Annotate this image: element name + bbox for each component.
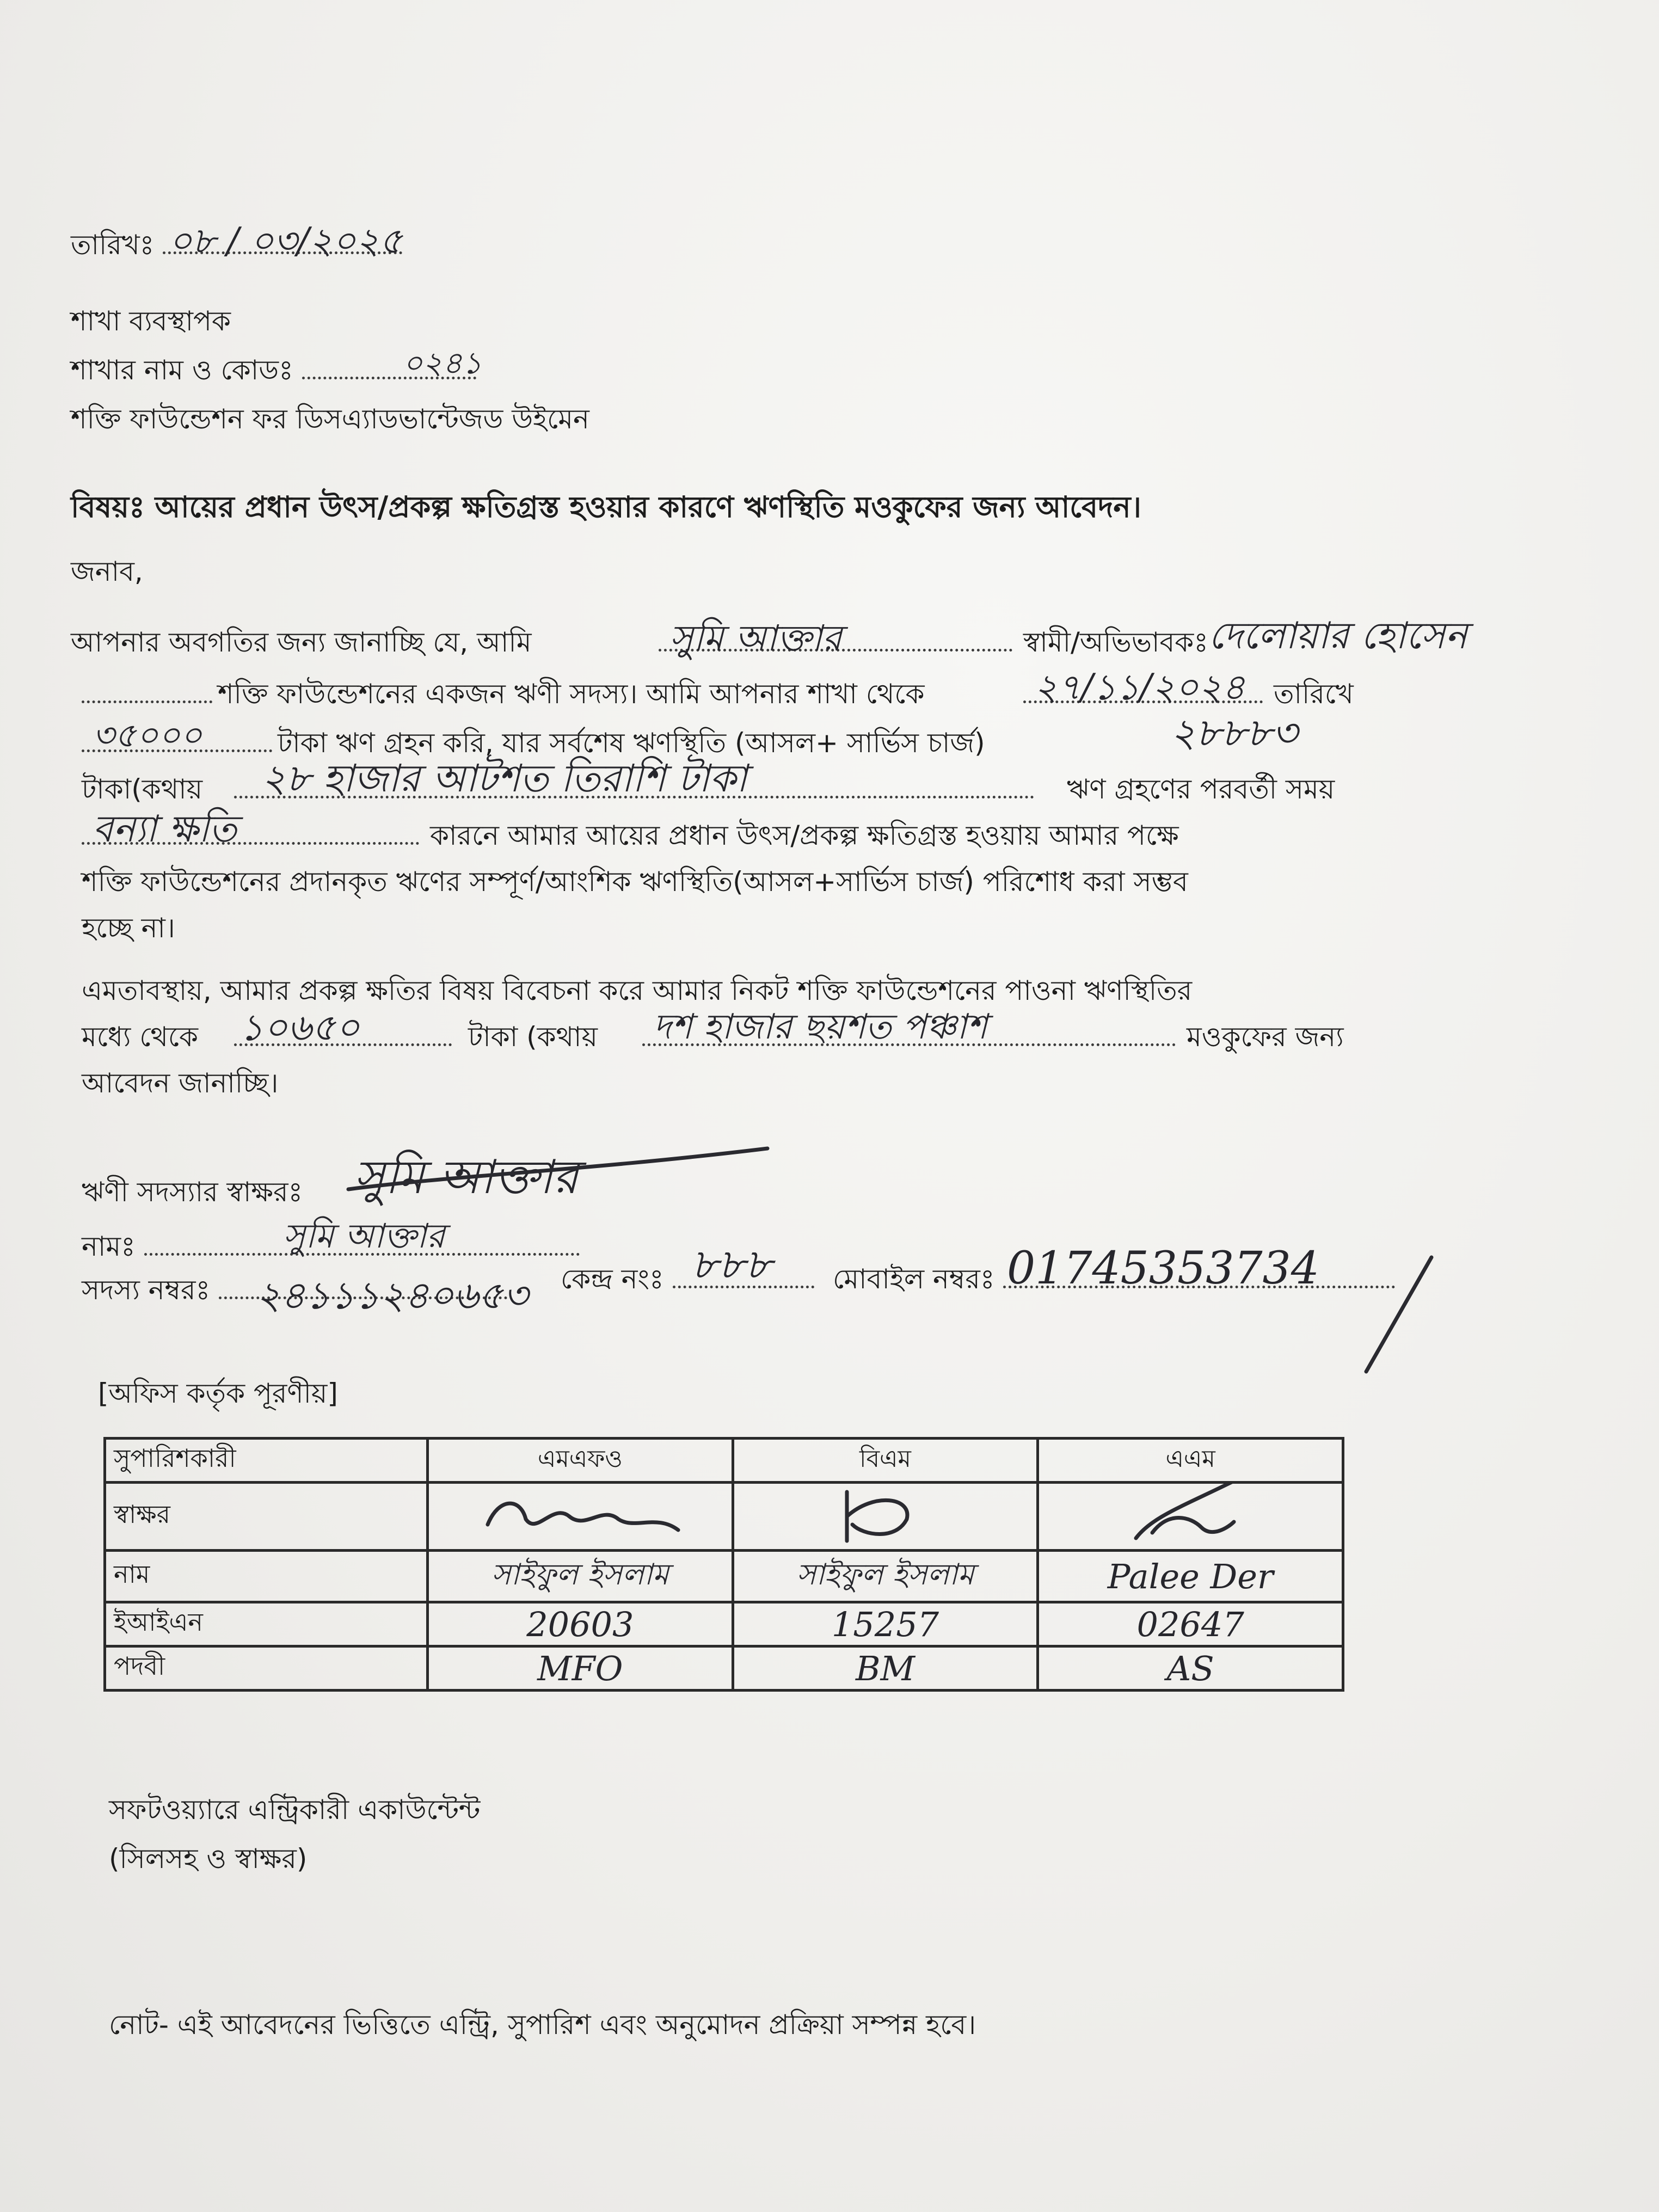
body-p2-line-1: এমতাবস্থায়, আমার প্রকল্প ক্ষতির বিষয় বিবেচনা করে আমার নিকট শক্তি ফাউন্ডেশনের পাওনা ঋণস্থিতির	[82, 975, 1193, 1006]
office-row-designation	[105, 1646, 1343, 1691]
body-p2-line-2a: মধ্যে থেকে	[82, 1021, 199, 1053]
signature-mfo-stroke	[477, 1492, 684, 1541]
date-label: তারিখঃ	[71, 229, 155, 261]
ein-mfo: 20603	[428, 1602, 733, 1646]
branch-label: শাখার নাম ও কোডঃ	[71, 354, 293, 386]
dots-guardian-cont	[82, 678, 212, 710]
salutation: জনাব,	[71, 556, 143, 587]
office-row-name	[105, 1551, 1343, 1602]
loan-amount-handwritten: ৩৫০০০	[93, 715, 202, 755]
row-label-signature: স্বাক্ষর	[105, 1483, 428, 1551]
branch-code-handwritten: ০২৪১	[403, 346, 482, 381]
name-am: Palee Der	[1038, 1551, 1343, 1602]
organization-name: শক্তি ফাউন্ডেশন ফর ডিসএ্যাডভান্টেজড উইমেন	[71, 403, 589, 435]
body-line-1b: স্বামী/অভিভাবকঃ	[1023, 626, 1208, 658]
col-am: এএম	[1038, 1439, 1343, 1483]
mobile-slash-stroke	[1355, 1252, 1442, 1377]
col-bm: বিএম	[733, 1439, 1038, 1483]
mobile-handwritten: 01745353734	[1007, 1243, 1319, 1294]
row-label-recommender: সুপারিশকারী	[105, 1439, 428, 1483]
body-line-4b: ঋণ গ্রহণের পরবর্তী সময়	[1067, 773, 1335, 805]
center-line	[561, 1263, 814, 1295]
signature-am-stroke	[1120, 1484, 1261, 1549]
body-p2-line-3: আবেদন জানাচ্ছি।	[82, 1067, 279, 1099]
waiver-words-handwritten: দশ হাজার ছয়শত পঞ্চাশ	[653, 1007, 987, 1047]
designation-mfo: MFO	[428, 1646, 733, 1691]
body-line-3a: টাকা ঋণ গ্রহন করি, যার সর্বশেষ ঋণস্থিতি (আসল+ সার্ভিস চার্জ)	[278, 727, 985, 759]
center-handwritten: ৮৮৮	[691, 1240, 772, 1288]
member-signature-stroke	[343, 1138, 778, 1214]
member-number-label: সদস্য নম্বরঃ	[82, 1274, 211, 1306]
office-row-ein	[105, 1602, 1343, 1646]
member-number-handwritten: ২৪১১১২৪০৬৫৩	[256, 1273, 529, 1318]
body-line-6: শক্তি ফাউন্ডেশনের প্রদানকৃত ঋণের সম্পূর্ণ/আংশিক ঋণস্থিতি(আসল+সার্ভিস চার্জ) পরিশোধ করা সম্ভব	[82, 866, 1188, 898]
body-line-4a: টাকা(কথায়	[82, 773, 203, 805]
designation-bm: BM	[733, 1646, 1038, 1691]
member-name-handwritten: সুমি আক্তার	[283, 1216, 445, 1256]
body-p2-line-2c: মওকুফের জন্য	[1187, 1021, 1344, 1053]
body-line-7: হচ্ছে না।	[82, 912, 175, 944]
balance-handwritten: ২৮৮৮৩	[1170, 710, 1298, 755]
body-line-2a: শক্তি ফাউন্ডেশনের একজন ঋণী সদস্য। আমি আপনার শাখা থেকে	[218, 678, 925, 710]
office-heading: [অফিস কর্তৃক পূরণীয়]	[98, 1378, 338, 1409]
member-signature-handwritten: সুমি আক্তার	[354, 1150, 579, 1205]
signature-bm-stroke	[814, 1486, 956, 1546]
name-bm: সাইফুল ইসলাম	[733, 1551, 1038, 1602]
subject-line: বিষয়ঃ আয়ের প্রধান উৎস/প্রকল্প ক্ষতিগ্রস্ত হওয়ার কারণে ঋণস্থিতি মওকুফের জন্য আবেদন।	[71, 490, 1141, 524]
member-name-label: নামঃ	[82, 1231, 136, 1262]
designation-am: AS	[1038, 1646, 1343, 1691]
center-label: কেন্দ্র নংঃ	[561, 1263, 664, 1295]
waiver-amount-handwritten: ১০৬৫০	[239, 1006, 360, 1049]
office-row-recommender	[105, 1439, 1343, 1483]
footer-note: নোট- এই আবেদনের ভিত্তিতে এন্ট্রি, সুপারিশ এবং অনুমোদন প্রক্রিয়া সম্পন্ন হবে।	[109, 2009, 976, 2041]
guardian-handwritten: দেলোয়ার হোসেন	[1208, 615, 1467, 658]
body-line-5a: কারনে আমার আয়ের প্রধান উৎস/প্রকল্প ক্ষতিগ্রস্ত হওয়ায় আমার পক্ষে	[430, 820, 1179, 851]
row-label-name: নাম	[105, 1551, 428, 1602]
reason-handwritten: বন্যা ক্ষতি	[93, 808, 237, 851]
date-handwritten: ০৮ / ০৩/২০২৫	[169, 220, 403, 262]
ein-am: 02647	[1038, 1602, 1343, 1646]
applicant-name-handwritten: সুমি আক্তার	[669, 617, 842, 659]
body-line-2b: তারিখে	[1274, 678, 1354, 710]
accountant-label: সফটওয়্যারে এন্ট্রিকারী একাউন্টেন্ট	[109, 1794, 481, 1826]
row-label-designation: পদবী	[105, 1646, 428, 1691]
office-row-signature	[105, 1483, 1343, 1551]
office-table	[103, 1437, 1344, 1692]
col-mfo: এমএফও	[428, 1439, 733, 1483]
member-signature-label: ঋণী সদস্যার স্বাক্ষরঃ	[82, 1176, 303, 1208]
mobile-label: মোবাইল নম্বরঃ	[833, 1263, 995, 1295]
balance-words-handwritten: ২৮ হাজার আটশত তিরাশি টাকা	[261, 756, 747, 801]
name-mfo: সাইফুল ইসলাম	[428, 1551, 733, 1602]
recipient: শাখা ব্যবস্থাপক	[71, 305, 231, 337]
ein-bm: 15257	[733, 1602, 1038, 1646]
signature-mfo	[428, 1483, 733, 1551]
signature-am	[1038, 1483, 1343, 1551]
row-label-ein: ইআইএন	[105, 1602, 428, 1646]
seal-label: (সিলসহ ও স্বাক্ষর)	[109, 1843, 308, 1875]
signature-bm	[733, 1483, 1038, 1551]
body-line-1a: আপনার অবগতির জন্য জানাচ্ছি যে, আমি	[71, 626, 532, 658]
body-p2-line-2b: টাকা (কথায়	[468, 1021, 598, 1053]
loan-date-handwritten: ২৭/১১/২০২৪	[1034, 666, 1245, 708]
